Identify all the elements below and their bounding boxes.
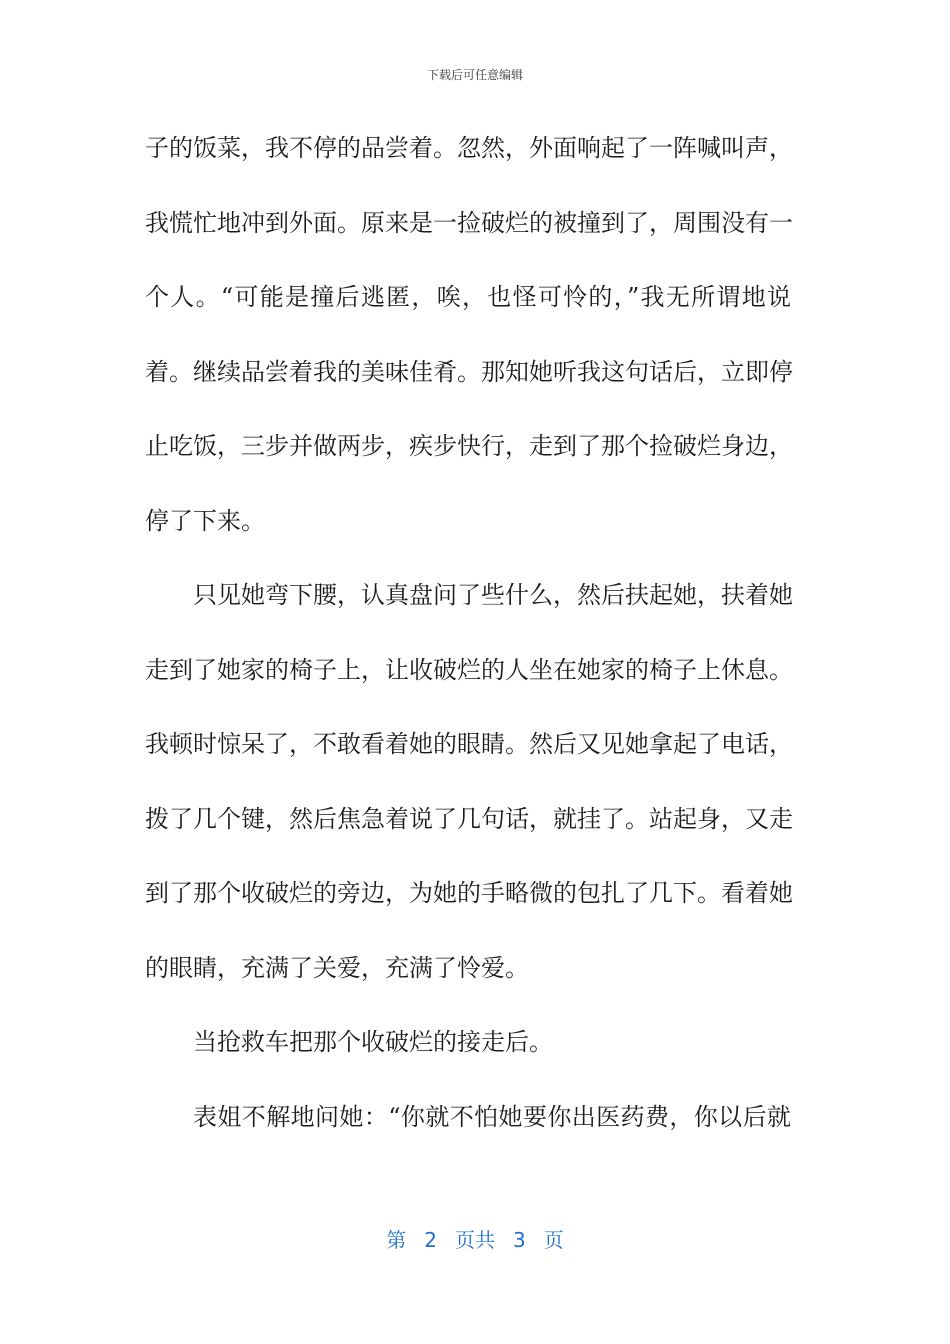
document-body [145, 124, 791, 1167]
total-pages: 3 [513, 1228, 526, 1252]
text-line: 到了那个收破烂的旁边，为她的手略微的包扎了几下。看着她 [145, 879, 793, 907]
page-header: 下载后可任意编辑 [426, 68, 523, 82]
text-line: 只见她弯下腰，认真盘问了些什么，然后扶起她，扶着她 [193, 581, 793, 609]
text-line: 走到了她家的椅子上，让收破烂的人坐在她家的椅子上休息。 [145, 655, 793, 684]
text-line: 个人。“可能是撞后逃匿，唉，也怪可怜的，”我无所谓地说 [145, 283, 791, 311]
text-line: 当抢救车把那个收破烂的接走后。 [193, 1028, 553, 1056]
text-line: 着。继续品尝着我的美味佳肴。那知她听我这句话后，立即停 [145, 357, 793, 386]
text-line: 子的饭菜，我不停的品尝着。忽然，外面响起了一阵喊叫声， [145, 134, 793, 162]
footer-ye-gong: 页共 [455, 1228, 495, 1252]
page-footer [0, 1224, 950, 1253]
text-line: 我顿时惊呆了，不敢看着她的眼睛。然后又见她拿起了电话， [145, 730, 793, 758]
text-line: 止吃饭，三步并做两步，疾步快行，走到了那个捡破烂身边， [145, 432, 793, 460]
text-line: 的眼睛，充满了关爱，充满了怜爱。 [145, 953, 529, 982]
text-line: 表姐不解地问她：“你就不怕她要你出医药费，你以后就 [193, 1102, 791, 1131]
footer-di: 第 [386, 1228, 407, 1252]
page-number: 2 [424, 1228, 437, 1252]
text-line: 停了下来。 [145, 506, 265, 535]
footer-ye: 页 [543, 1228, 564, 1252]
text-line: 拨了几个键，然后焦急着说了几句话，就挂了。站起身，又走 [145, 804, 793, 833]
text-line: 我慌忙地冲到外面。原来是一捡破烂的被撞到了，周围没有一 [145, 208, 793, 237]
